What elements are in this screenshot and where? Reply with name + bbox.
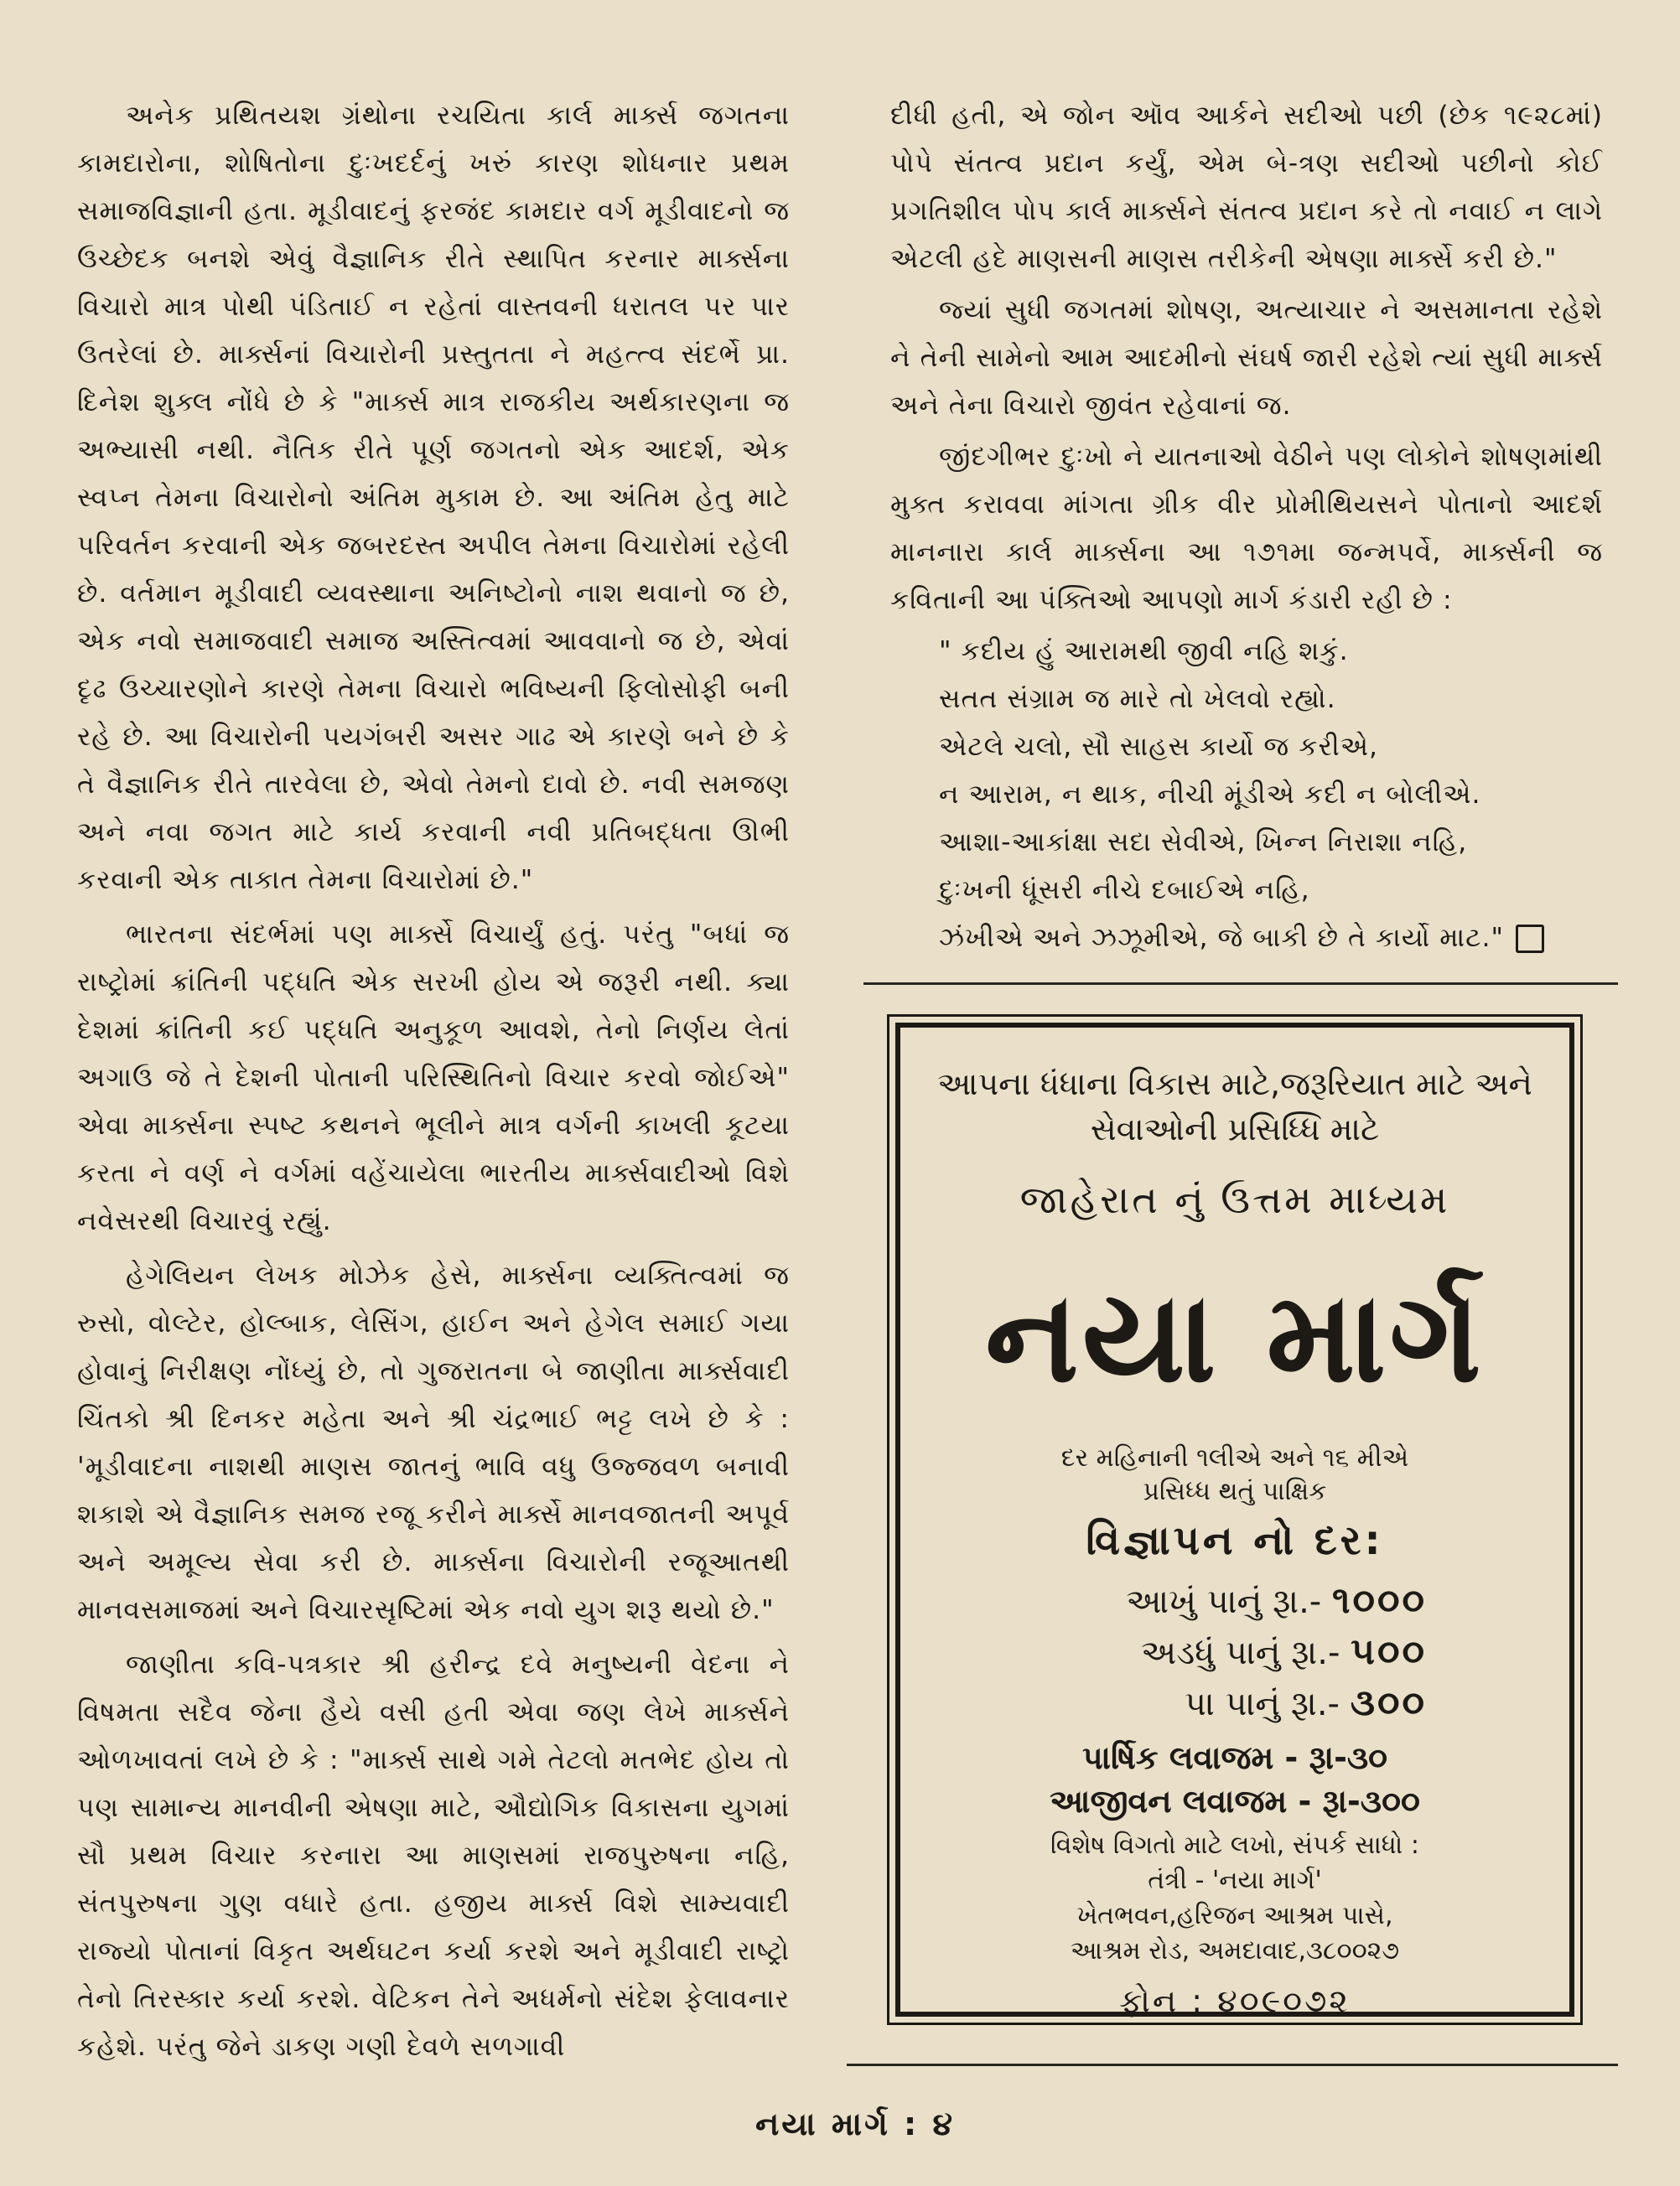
- end-mark-icon: [1516, 925, 1544, 953]
- left-paragraph-4: જાણીતા કવિ-પત્રકાર શ્રી હરીન્દ્ર દવે મનુષ્યની વેદના ને વિષમતા સદૈવ જેના હૈયે વસી હતી એવા જણ લેખે માર્ક્સને ઓળખાવતાં લખે છે કે : "માર્ક્સ સાથે ગમે તેટલો મતભેદ હોય તો પણ સામાન્ય માનવીની એષણા માટે, ઔદ્યોગિક વિકાસના યુગમાં સૌ પ્રથમ વિચાર કરનારા આ માણસમાં રાજપુરુષના નહિ, સંતપુરુષના ગુણ વધારે હતા. હજીય માર્ક્સ વિશે સામ્યવાદી રાજ્યો પોતાનાં વિકૃત અર્થઘટન કર્યા કરશે અને મૂડીવાદી રાષ્ટ્રો તેનો તિરસ્કાર કર્યા કરશે. વેટિકન તેને અધર્મનો સંદેશ ફેલાવનાર કહેશે. પરંતુ જેને ડાકણ ગણી દેવળે સળગાવી: [77, 1650, 790, 2062]
- ad-rate-value: ૩૦૦: [1350, 1681, 1427, 1724]
- ad-rate-label: આખું પાનું રૂા.-: [1126, 1583, 1322, 1621]
- ad-contact-line-3: ખેતભવન,હરિજન આશ્રમ પાસે,: [1076, 1901, 1393, 1930]
- right-paragraph-1: દીધી હતી, એ જોન ઑવ આર્કને સદીઓ પછી (છેક ૧૯૨૮માં) પોપે સંતત્વ પ્રદાન કર્યું, એમ બે-ત્રણ સદીઓ પછીનો કોઈ પ્રગતિશીલ પોપ કાર્લ માર્ક્સને સંતત્વ પ્રદાન કરે તો નવાઈ ન લાગે એટલી હદે માણસની માણસ તરીકેની એષણા માર્ક્સે કરી છે.": [890, 101, 1603, 274]
- ad-frequency-2: પ્રસિધ્ધ થતું પાક્ષિક: [1143, 1477, 1327, 1506]
- ad-rate-label: પા પાનું રૂા.-: [1185, 1685, 1340, 1723]
- poem-line: દુઃખની ધૂંસરી નીચે દબાઈએ નહિ,: [939, 875, 1310, 905]
- poem-last-line: [939, 914, 1603, 962]
- ad-line-2: સેવાઓની પ્રસિધ્ધિ માટે: [1090, 1111, 1380, 1147]
- separator-line-top: [863, 982, 1618, 985]
- poem-line: " કદીય હું આરામથી જીવી નહિ શકું.: [939, 636, 1349, 666]
- ad-contact-line-4: આશ્રમ રોડ, અમદાવાદ,૩૮૦૦૨૭: [1070, 1936, 1400, 1966]
- left-paragraph-2: ભારતના સંદર્ભમાં પણ માર્ક્સે વિચાર્યું હતું. પરંતુ "બધાં જ રાષ્ટ્રોમાં ક્રાંતિની પદ્ધતિ એક સરખી હોય એ જરૂરી નથી. ક્યા દેશમાં ક્રાંતિની કઈ પદ્ધતિ અનુકૂળ આવશે, તેનો નિર્ણય લેતાં અગાઉ જે તે દેશની પોતાની પરિસ્થિતિનો વિચાર કરવો જોઈએ" એવા માર્ક્સના સ્પષ્ટ કથનને ભૂલીને માત્ર વર્ગની કાખલી કૂટયા કરતા ને વર્ણ ને વર્ગમાં વહેંચાયેલા ભારતીય માર્ક્સવાદીઓ વિશે નવેસરથી વિચારવું રહ્યું.: [77, 919, 790, 1236]
- ad-phone: ફોન : ૪૦૯૦૭૨: [1119, 1982, 1351, 2019]
- right-paragraph-2: જ્યાં સુધી જગતમાં શોષણ, અત્યાચાર ને અસમાનતા રહેશે ને તેની સામેનો આમ આદમીનો સંઘર્ષ જારી રહેશે ત્યાં સુધી માર્ક્સ અને તેના વિચારો જીવંત રહેવાનાં જ.: [890, 295, 1603, 421]
- ad-line-1: આપના ધંધાના વિકાસ માટે,જરૂરિયાત માટે અને: [937, 1065, 1532, 1102]
- page-footer: નયા માર્ગ : ૪: [754, 2106, 956, 2142]
- left-paragraph-3: હેગેલિયન લેખક મોઝેક હેસે, માર્ક્સના વ્યક્તિત્વમાં જ રુસો, વોલ્ટેર, હોલ્બાક, લેસિંગ, હાઈન અને હેગેલ સમાઈ ગયા હોવાનું નિરીક્ષણ નોંધ્યું છે, તો ગુજરાતના બે જાણીતા માર્ક્સવાદી ચિંતકો શ્રી દિનકર મહેતા અને શ્રી ચંદ્રભાઈ ભટ્ટ લખે છે કે : 'મૂડીવાદના નાશથી માણસ જાતનું ભાવિ વધુ ઉજ્જવળ બનાવી શકાશે એ વૈજ્ઞાનિક સમજ રજૂ કરીને માર્ક્સે માનવજાતની અપૂર્વ અને અમૂલ્ય સેવા કરી છે. માર્ક્સના વિચારોની રજૂઆતથી માનવસમાજમાં અને વિચારસૃષ્ટિમાં એક નવો યુગ શરૂ થયો છે.": [77, 1261, 790, 1625]
- ad-rate-row: [900, 1627, 1569, 1678]
- advertisement-box: [895, 1023, 1574, 2017]
- ad-rates-title: વિજ્ઞાપન નો દર:: [1086, 1517, 1384, 1564]
- ad-rate-label: અડધું પાનું રૂા.-: [1141, 1634, 1340, 1672]
- ad-contact-line-2: તંત્રી - 'નયા માર્ગ': [1148, 1866, 1322, 1895]
- poem: [939, 628, 1603, 962]
- ad-rate-value: ૫૦૦: [1351, 1630, 1427, 1673]
- ad-contact-line-1: વિશેષ વિગતો માટે લખો, સંપર્ક સાધો :: [1050, 1831, 1419, 1860]
- right-paragraph-3: જીંદગીભર દુઃખો ને યાતનાઓ વેઠીને પણ લોકોને શોષણમાંથી મુક્ત કરાવવા માંગતા ગ્રીક વીર પ્રોમીથિયસને પોતાનો આદર્શ માનનારા કાર્લ માર્ક્સના આ ૧૭૧મા જન્મપર્વે, માર્ક્સની જ કવિતાની આ પંક્તિઓ આપણો માર્ગ કંડારી રહી છે :: [890, 442, 1603, 615]
- poem-line: ન આરામ, ન થાક, નીચી મૂંડીએ કદી ન બોલીએ.: [939, 780, 1481, 810]
- ad-frequency-1: દર મહિનાની ૧લીએ અને ૧૬ મીએ: [1060, 1443, 1409, 1473]
- ad-rate-value: ૧૦૦૦: [1331, 1579, 1427, 1622]
- poem-line: આશા-આકાંક્ષા સદા સેવીએ, ખિન્ન નિરાશા નહિ,: [939, 827, 1468, 857]
- poem-line: એટલે ચલો, સૌ સાહસ કાર્યો જ કરીએ,: [939, 732, 1379, 762]
- poem-line: સતત સંગ્રામ જ મારે તો ખેલવો રહ્યો.: [939, 684, 1336, 714]
- ad-lifetime-subscription: આજીવન લવાજમ - રૂા-૩૦૦: [1050, 1783, 1420, 1820]
- separator-line-bottom: [847, 2064, 1618, 2066]
- ad-line-3: જાહેરાત નું ઉત્તમ માધ્યમ: [1019, 1177, 1450, 1222]
- ad-rate-row: [900, 1678, 1569, 1729]
- poem-line: ઝંખીએ અને ઝઝૂમીએ, જે બાકી છે તે કાર્યો માટ.": [939, 923, 1504, 953]
- right-column: [890, 92, 1603, 962]
- ad-annual-subscription: પાર્ષિક લવાજમ - રૂા-૩૦: [1081, 1739, 1388, 1776]
- ad-rates: [900, 1576, 1569, 1729]
- ad-rate-row: [900, 1576, 1569, 1627]
- ad-logo: નયા માર્ગ: [985, 1265, 1485, 1411]
- left-paragraph-1: અનેક પ્રથિતયશ ગ્રંથોના રચયિતા કાર્લ માર્ક્સ જગતના કામદારોના, શોષિતોના દુઃખદર્દનું ખરું કારણ શોધનાર પ્રથમ સમાજવિજ્ઞાની હતા. મૂડીવાદનું ફરજંદ કામદાર વર્ગ મૂડીવાદનો જ ઉચ્છેદક બનશે એવું વૈજ્ઞાનિક રીતે સ્થાપિત કરનાર માર્ક્સના વિચારો માત્ર પોથી પંડિતાઈ ન રહેતાં વાસ્તવની ધરાતલ પર પાર ઉતરેલાં છે. માર્ક્સનાં વિચારોની પ્રસ્તુતતા ને મહત્ત્વ સંદર્ભે પ્રા. દિનેશ શુક્લ નોંધે છે કે "માર્ક્સ માત્ર રાજકીય અર્થકારણના જ અભ્યાસી નથી. નૈતિક રીતે પૂર્ણ જગતનો એક આદર્શ, એક સ્વપ્ન તેમના વિચારોનો અંતિમ મુકામ છે. આ અંતિમ હેતુ માટે પરિવર્તન કરવાની એક જબરદસ્ત અપીલ તેમના વિચારોમાં રહેલી છે. વર્તમાન મૂડીવાદી વ્યવસ્થાના અનિષ્ટોનો નાશ થવાનો જ છે, એક નવો સમાજવાદી સમાજ અસ્તિત્વમાં આવવાનો જ છે, એવાં દૃઢ ઉચ્ચારણોને કારણે તેમના વિચારો ભવિષ્યની ફિલોસોફી બની રહે છે. આ વિચારોની પયગંબરી અસર ગાઢ એ કારણે બને છે કે તે વૈજ્ઞાનિક રીતે તારવેલા છે, એવો તેમનો દાવો છે. નવી સમજણ અને નવા જગત માટે કાર્ય કરવાની નવી પ્રતિબદ્ધતા ઊભી કરવાની એક તાકાત તેમના વિચારોમાં છે.": [77, 101, 790, 895]
- left-column: [77, 92, 790, 2108]
